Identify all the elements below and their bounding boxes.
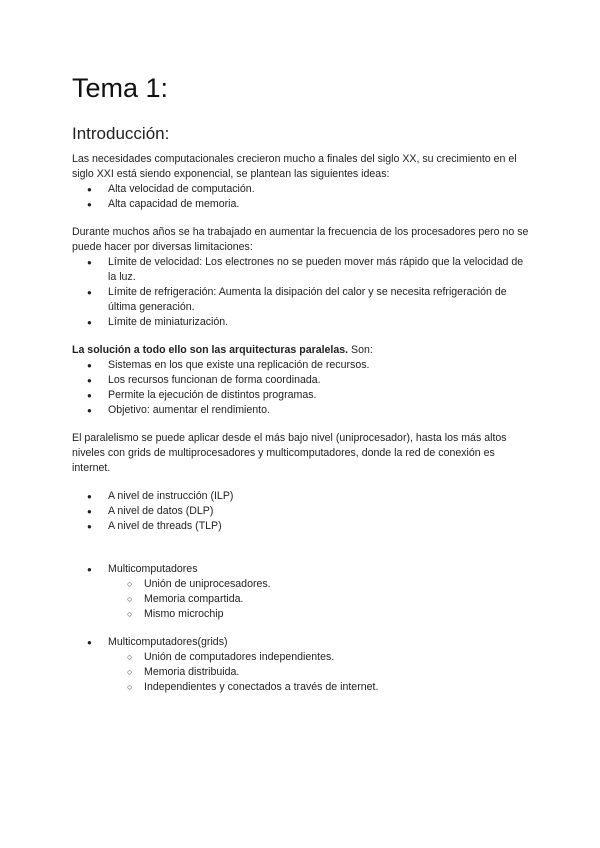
- sub-list-item: ○ Memoria distribuida.: [72, 665, 532, 680]
- list-item: ● A nivel de threads (TLP): [72, 519, 532, 534]
- sub-list-item: ○ Memoria compartida.: [72, 592, 532, 607]
- list-item: ● Multicomputadores: [72, 562, 532, 577]
- list-item: ● Límite de miniaturización.: [72, 315, 532, 330]
- page-title: Tema 1:: [72, 73, 169, 103]
- parallelism-levels: [72, 489, 532, 534]
- sub-list-item: ○ Unión de computadores independientes.: [72, 650, 532, 665]
- section-heading: Introducción:: [72, 124, 170, 143]
- list-item: ● Permite la ejecución de distintos programas.: [72, 388, 532, 403]
- list-item: ● Alta velocidad de computación.: [72, 182, 532, 197]
- list-item: ● A nivel de datos (DLP): [72, 504, 532, 519]
- solution-list: [72, 358, 532, 418]
- limits-paragraph: Durante muchos años se ha trabajado en aumentar la frecuencia de los procesadores pero no se puede hacer por diversas limitaciones:: [72, 226, 529, 253]
- solution-paragraph: [72, 343, 532, 358]
- sub-list-item: ○ Mismo microchip: [72, 607, 532, 622]
- intro-paragraph: Las necesidades computacionales crecieron mucho a finales del siglo XX, su crecimiento en el siglo XXI está siendo exponencial, se plantean las siguientes ideas:: [72, 153, 517, 180]
- list-item: ● Objetivo: aumentar el rendimiento.: [72, 403, 532, 418]
- grids-list: [72, 635, 532, 650]
- list-item: ● A nivel de instrucción (ILP): [72, 489, 532, 504]
- list-item: ● Alta capacidad de memoria.: [72, 197, 532, 212]
- list-item: ● Sistemas en los que existe una replicación de recursos.: [72, 358, 532, 373]
- solution-bold-text: La solución a todo ello son las arquitecturas paralelas.: [72, 344, 349, 356]
- list-item: ● Multicomputadores(grids): [72, 635, 532, 650]
- limits-list: [72, 255, 532, 330]
- list-item: ● Límite de refrigeración: Aumenta la disipación del calor y se necesita refrigeración de última generación.: [72, 285, 532, 315]
- grids-section: [72, 635, 532, 695]
- grids-sublist: [72, 650, 532, 695]
- intro-list: [72, 182, 532, 212]
- sub-list-item: ○ Unión de uniprocesadores.: [72, 577, 532, 592]
- solution-section: [72, 343, 532, 418]
- parallelism-paragraph: El paralelismo se puede aplicar desde el más bajo nivel (uniprocesador), hasta los más altos niveles con grids de multiprocesadores y multicomputadores, donde la red de conexión es internet.: [72, 432, 507, 474]
- list-item: ● Los recursos funcionan de forma coordinada.: [72, 373, 532, 388]
- intro-section: [72, 152, 532, 212]
- parallelism-paragraph-block: [72, 431, 532, 476]
- multicomputadores-section: [72, 562, 532, 622]
- sub-list-item: ○ Independientes y conectados a través de internet.: [72, 680, 532, 695]
- limits-section: [72, 225, 532, 330]
- multicomputadores-list: [72, 562, 532, 577]
- parallelism-list: [72, 489, 532, 534]
- solution-text: Son:: [348, 344, 373, 356]
- list-item: ● Límite de velocidad: Los electrones no se pueden mover más rápido que la velocidad de la luz.: [72, 255, 532, 285]
- multicomputadores-sublist: [72, 577, 532, 622]
